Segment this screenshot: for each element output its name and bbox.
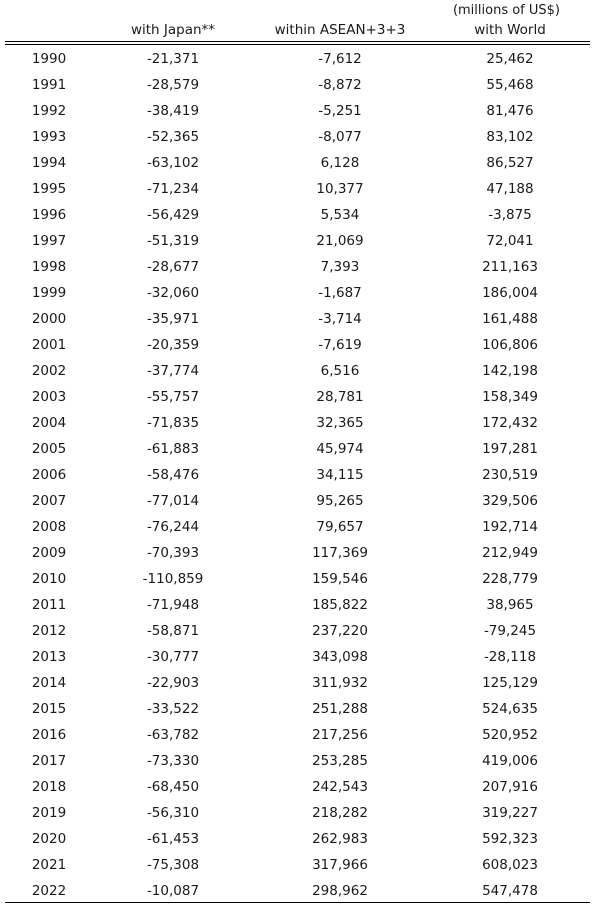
asean-balance-cell: 117,369 xyxy=(312,545,368,561)
japan-balance-cell: -61,453 xyxy=(146,831,200,847)
asean-balance-cell: 5,534 xyxy=(320,207,360,223)
japan-balance-cell: -37,774 xyxy=(146,363,200,379)
table-row xyxy=(0,852,596,878)
table-row xyxy=(0,670,596,696)
table-row xyxy=(0,410,596,436)
world-balance-cell: 106,806 xyxy=(482,337,538,353)
header-rule-bottom xyxy=(5,44,590,45)
year-cell: 2007 xyxy=(31,493,67,509)
year-cell: 2009 xyxy=(31,545,67,561)
table-row xyxy=(0,566,596,592)
world-balance-cell: 319,227 xyxy=(482,805,538,821)
world-balance-cell: 207,916 xyxy=(482,779,538,795)
table-row xyxy=(0,436,596,462)
table-row xyxy=(0,176,596,202)
table-row xyxy=(0,462,596,488)
year-cell: 2003 xyxy=(31,389,67,405)
table-row xyxy=(0,124,596,150)
table-row xyxy=(0,748,596,774)
asean-balance-cell: 7,393 xyxy=(320,259,360,275)
world-balance-cell: 419,006 xyxy=(482,753,538,769)
year-cell: 2006 xyxy=(31,467,67,483)
world-balance-cell: 520,952 xyxy=(482,727,538,743)
japan-balance-cell: -75,308 xyxy=(146,857,200,873)
table-row xyxy=(0,46,596,72)
japan-balance-cell: -33,522 xyxy=(146,701,200,717)
japan-balance-cell: -58,871 xyxy=(146,623,200,639)
world-balance-cell: 329,506 xyxy=(482,493,538,509)
year-cell: 2013 xyxy=(31,649,67,665)
year-cell: 1990 xyxy=(31,51,67,67)
table-row xyxy=(0,488,596,514)
japan-balance-cell: -63,102 xyxy=(146,155,200,171)
world-balance-cell: 230,519 xyxy=(482,467,538,483)
world-balance-cell: 81,476 xyxy=(486,103,534,119)
year-cell: 1993 xyxy=(31,129,67,145)
year-cell: 1995 xyxy=(31,181,67,197)
year-cell: 2021 xyxy=(31,857,67,873)
table-row xyxy=(0,384,596,410)
japan-balance-cell: -61,883 xyxy=(146,441,200,457)
world-balance-cell: -3,875 xyxy=(488,207,532,223)
asean-balance-cell: -7,612 xyxy=(318,51,362,67)
world-balance-cell: 161,488 xyxy=(482,311,538,327)
asean-balance-cell: -8,077 xyxy=(318,129,362,145)
year-cell: 2005 xyxy=(31,441,67,457)
year-cell: 2017 xyxy=(31,753,67,769)
japan-balance-cell: -38,419 xyxy=(146,103,200,119)
world-balance-cell: 186,004 xyxy=(482,285,538,301)
world-balance-cell: 547,478 xyxy=(482,883,538,899)
table-row xyxy=(0,722,596,748)
table-row xyxy=(0,202,596,228)
world-balance-cell: 47,188 xyxy=(486,181,534,197)
column-header-japan: with Japan** xyxy=(130,22,216,38)
world-balance-cell: 83,102 xyxy=(486,129,534,145)
japan-balance-cell: -77,014 xyxy=(146,493,200,509)
asean-balance-cell: 237,220 xyxy=(312,623,368,639)
table-row xyxy=(0,72,596,98)
asean-balance-cell: 311,932 xyxy=(312,675,368,691)
table-row xyxy=(0,228,596,254)
table-bottom-rule xyxy=(5,902,590,903)
year-cell: 2002 xyxy=(31,363,67,379)
table-row xyxy=(0,774,596,800)
world-balance-cell: 197,281 xyxy=(482,441,538,457)
asean-balance-cell: 317,966 xyxy=(312,857,368,873)
table-row xyxy=(0,332,596,358)
year-cell: 2004 xyxy=(31,415,67,431)
world-balance-cell: -79,245 xyxy=(483,623,537,639)
asean-balance-cell: -1,687 xyxy=(318,285,362,301)
japan-balance-cell: -30,777 xyxy=(146,649,200,665)
year-cell: 1999 xyxy=(31,285,67,301)
world-balance-cell: 125,129 xyxy=(482,675,538,691)
table-row xyxy=(0,280,596,306)
asean-balance-cell: 34,115 xyxy=(316,467,364,483)
japan-balance-cell: -28,677 xyxy=(146,259,200,275)
japan-balance-cell: -32,060 xyxy=(146,285,200,301)
year-cell: 1991 xyxy=(31,77,67,93)
year-cell: 2019 xyxy=(31,805,67,821)
year-cell: 2012 xyxy=(31,623,67,639)
asean-balance-cell: 79,657 xyxy=(316,519,364,535)
year-cell: 2014 xyxy=(31,675,67,691)
world-balance-cell: 142,198 xyxy=(482,363,538,379)
year-cell: 2016 xyxy=(31,727,67,743)
table-row xyxy=(0,306,596,332)
japan-balance-cell: -51,319 xyxy=(146,233,200,249)
japan-balance-cell: -70,393 xyxy=(146,545,200,561)
table-row xyxy=(0,618,596,644)
table-row xyxy=(0,514,596,540)
world-balance-cell: 72,041 xyxy=(486,233,534,249)
units-note: (millions of US$) xyxy=(452,3,560,18)
table-row xyxy=(0,644,596,670)
table-header xyxy=(0,22,596,40)
asean-balance-cell: 159,546 xyxy=(312,571,368,587)
asean-balance-cell: 6,128 xyxy=(320,155,360,171)
world-balance-cell: 158,349 xyxy=(482,389,538,405)
header-rule-top xyxy=(5,41,590,42)
year-cell: 2010 xyxy=(31,571,67,587)
table-row xyxy=(0,540,596,566)
japan-balance-cell: -76,244 xyxy=(146,519,200,535)
world-balance-cell: 608,023 xyxy=(482,857,538,873)
world-balance-cell: 25,462 xyxy=(486,51,534,67)
table-row xyxy=(0,878,596,904)
asean-balance-cell: -3,714 xyxy=(318,311,362,327)
year-cell: 2022 xyxy=(31,883,67,899)
asean-balance-cell: 45,974 xyxy=(316,441,364,457)
asean-balance-cell: 28,781 xyxy=(316,389,364,405)
asean-balance-cell: 253,285 xyxy=(312,753,368,769)
japan-balance-cell: -68,450 xyxy=(146,779,200,795)
asean-balance-cell: 242,543 xyxy=(312,779,368,795)
asean-balance-cell: 218,282 xyxy=(312,805,368,821)
world-balance-cell: 86,527 xyxy=(486,155,534,171)
asean-balance-cell: 21,069 xyxy=(316,233,364,249)
asean-balance-cell: -8,872 xyxy=(318,77,362,93)
japan-balance-cell: -52,365 xyxy=(146,129,200,145)
japan-balance-cell: -28,579 xyxy=(146,77,200,93)
japan-balance-cell: -63,782 xyxy=(146,727,200,743)
year-cell: 2008 xyxy=(31,519,67,535)
world-balance-cell: -28,118 xyxy=(483,649,537,665)
japan-balance-cell: -58,476 xyxy=(146,467,200,483)
world-balance-cell: 524,635 xyxy=(482,701,538,717)
asean-balance-cell: 6,516 xyxy=(320,363,360,379)
world-balance-cell: 38,965 xyxy=(486,597,534,613)
world-balance-cell: 172,432 xyxy=(482,415,538,431)
year-cell: 1996 xyxy=(31,207,67,223)
japan-balance-cell: -20,359 xyxy=(146,337,200,353)
table-row xyxy=(0,696,596,722)
japan-balance-cell: -56,429 xyxy=(146,207,200,223)
japan-balance-cell: -71,234 xyxy=(146,181,200,197)
japan-balance-cell: -56,310 xyxy=(146,805,200,821)
japan-balance-cell: -10,087 xyxy=(146,883,200,899)
table-row xyxy=(0,358,596,384)
asean-balance-cell: 10,377 xyxy=(316,181,364,197)
asean-balance-cell: 251,288 xyxy=(312,701,368,717)
japan-balance-cell: -55,757 xyxy=(146,389,200,405)
asean-balance-cell: -7,619 xyxy=(318,337,362,353)
asean-balance-cell: 343,098 xyxy=(312,649,368,665)
japan-balance-cell: -71,835 xyxy=(146,415,200,431)
world-balance-cell: 212,949 xyxy=(482,545,538,561)
japan-balance-cell: -21,371 xyxy=(146,51,200,67)
japan-balance-cell: -73,330 xyxy=(146,753,200,769)
asean-balance-cell: 95,265 xyxy=(316,493,364,509)
column-header-asean: within ASEAN+3+3 xyxy=(274,22,406,38)
year-cell: 1997 xyxy=(31,233,67,249)
world-balance-cell: 228,779 xyxy=(482,571,538,587)
column-header-world: with World xyxy=(474,22,546,38)
asean-balance-cell: 298,962 xyxy=(312,883,368,899)
year-cell: 2018 xyxy=(31,779,67,795)
year-cell: 2001 xyxy=(31,337,67,353)
table-row xyxy=(0,826,596,852)
year-cell: 1994 xyxy=(31,155,67,171)
japan-balance-cell: -110,859 xyxy=(142,571,204,587)
japan-balance-cell: -71,948 xyxy=(146,597,200,613)
table-row xyxy=(0,592,596,618)
year-cell: 2011 xyxy=(31,597,67,613)
world-balance-cell: 211,163 xyxy=(482,259,538,275)
japan-balance-cell: -35,971 xyxy=(146,311,200,327)
year-cell: 2020 xyxy=(31,831,67,847)
year-cell: 1992 xyxy=(31,103,67,119)
asean-balance-cell: 217,256 xyxy=(312,727,368,743)
asean-balance-cell: 262,983 xyxy=(312,831,368,847)
year-cell: 2015 xyxy=(31,701,67,717)
table-row xyxy=(0,254,596,280)
year-cell: 1998 xyxy=(31,259,67,275)
world-balance-cell: 592,323 xyxy=(482,831,538,847)
japan-balance-cell: -22,903 xyxy=(146,675,200,691)
asean-balance-cell: 185,822 xyxy=(312,597,368,613)
year-cell: 2000 xyxy=(31,311,67,327)
asean-balance-cell: -5,251 xyxy=(318,103,362,119)
world-balance-cell: 192,714 xyxy=(482,519,538,535)
world-balance-cell: 55,468 xyxy=(486,77,534,93)
table-row xyxy=(0,150,596,176)
asean-balance-cell: 32,365 xyxy=(316,415,364,431)
table-body xyxy=(0,46,596,904)
table-row xyxy=(0,800,596,826)
table-row xyxy=(0,98,596,124)
